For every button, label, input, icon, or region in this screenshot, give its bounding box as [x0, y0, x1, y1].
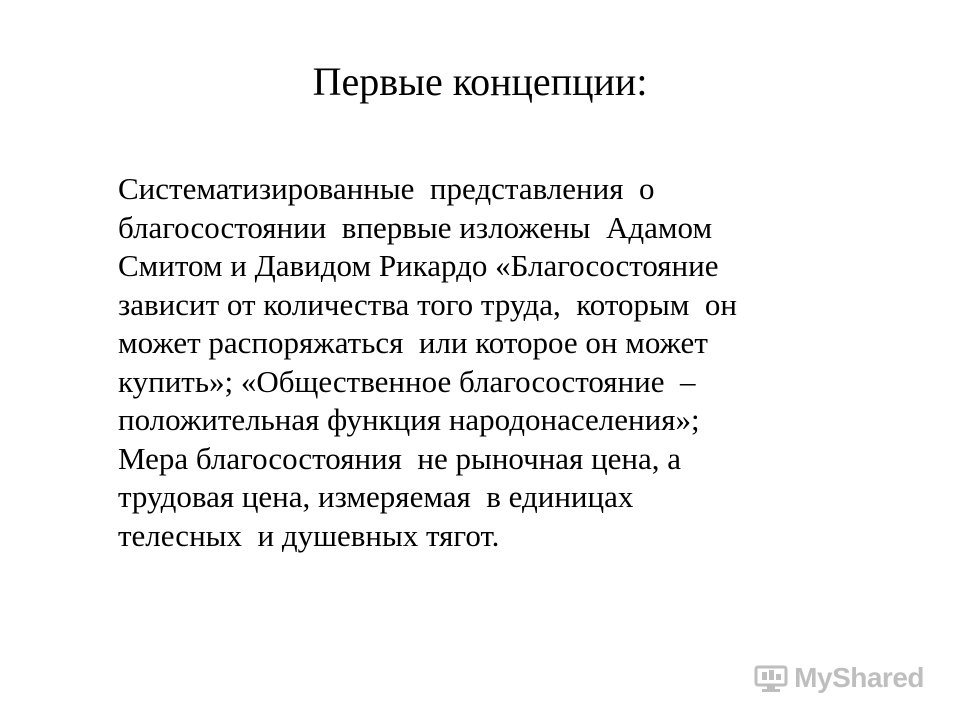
body-line: Смитом и Давидом Рикардо «Благосостояние: [118, 248, 719, 283]
body-line: купить»; «Общественное благосостояние –: [118, 363, 696, 399]
body-line: положительная функция народонаселения»;: [118, 402, 700, 437]
slide-title: Первые концепции:: [312, 59, 648, 104]
myshared-logo-icon: [754, 663, 788, 693]
body-line: Мера благосостояния не рыночная цена, а: [118, 440, 682, 476]
body-line: Систематизированные представления о: [118, 171, 655, 206]
body-line: может распоряжаться или которое он может: [118, 325, 708, 360]
myshared-watermark: [754, 662, 924, 694]
slide-body-text: [118, 170, 908, 555]
body-line: телесных и душевных тягот.: [118, 517, 500, 553]
watermark-text: MyShared: [794, 662, 924, 693]
body-line: трудовая цена, измеряемая в единицах: [118, 479, 634, 514]
body-line: благосостоянии впервые изложены Адамом: [118, 209, 713, 245]
body-line: зависит от количества того труда, которым он: [118, 286, 738, 322]
